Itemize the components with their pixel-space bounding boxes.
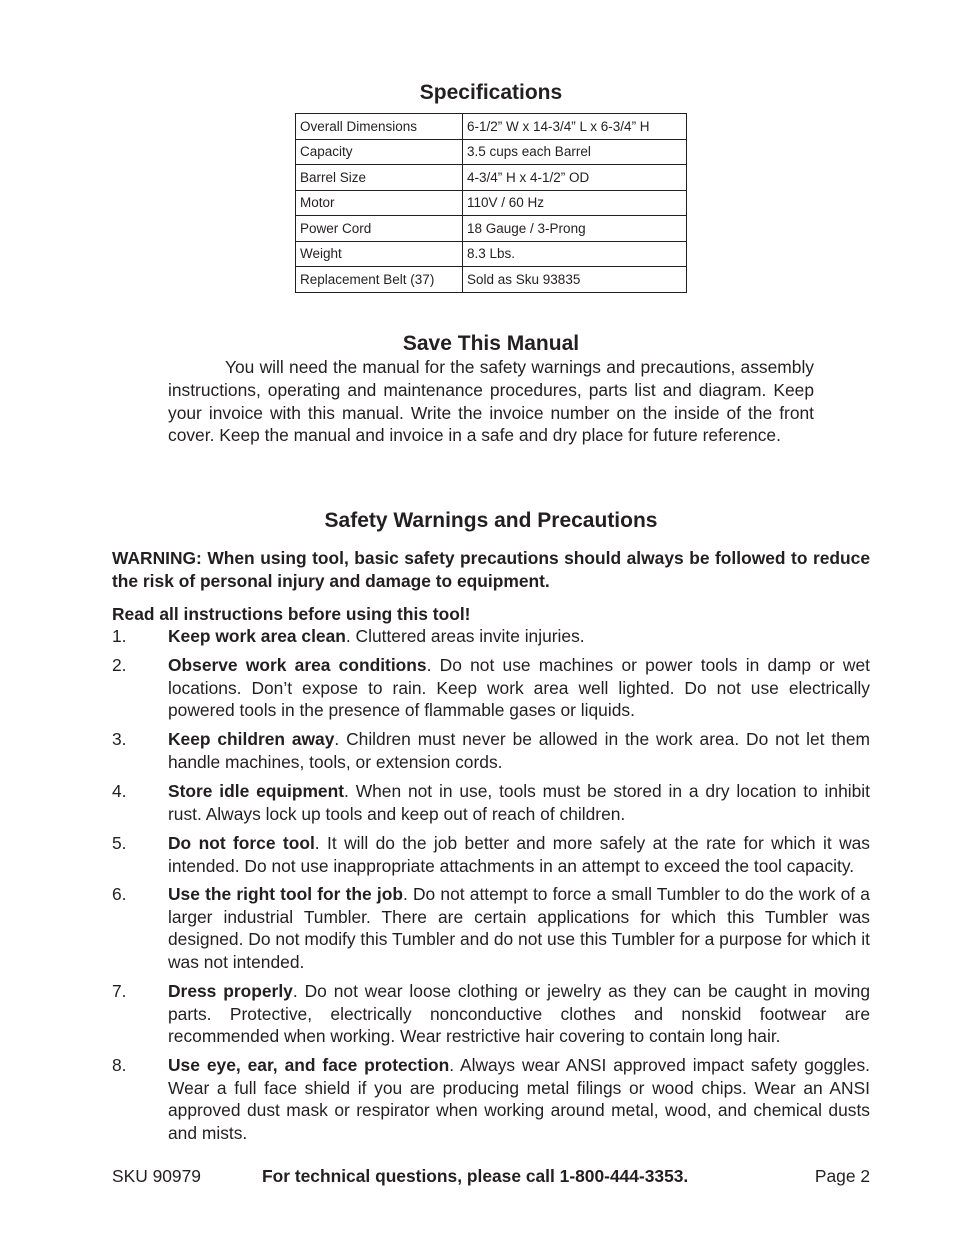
table-row — [296, 267, 687, 293]
item-lead: Do not force tool — [168, 833, 315, 853]
item-number: 6. — [112, 884, 127, 904]
list-item — [112, 728, 870, 773]
spec-label: Motor — [296, 190, 463, 216]
item-number: 3. — [112, 729, 127, 749]
list-item — [112, 625, 870, 648]
item-number: 4. — [112, 781, 127, 801]
spec-value: Sold as Sku 93835 — [463, 267, 687, 293]
list-item — [112, 883, 870, 974]
warning-text: WARNING: When using tool, basic safety precautions should always be followed to reduce the risk of personal injury and damage to equipment. — [112, 548, 870, 591]
item-number: 2. — [112, 655, 127, 675]
item-number: 7. — [112, 981, 127, 1001]
item-lead: Keep work area clean — [168, 626, 346, 646]
list-item — [112, 1054, 870, 1145]
save-manual-title: Save This Manual — [402, 332, 580, 355]
item-lead: Keep children away — [168, 729, 335, 749]
footer-page-number: Page 2 — [814, 1166, 870, 1186]
spec-value: 18 Gauge / 3-Prong — [463, 216, 687, 242]
list-item — [112, 980, 870, 1048]
spec-label: Weight — [296, 241, 463, 267]
page-footer — [112, 1165, 870, 1189]
footer-sku: SKU 90979 — [112, 1166, 201, 1186]
table-row — [296, 139, 687, 165]
spec-value: 8.3 Lbs. — [463, 241, 687, 267]
item-lead: Observe work area conditions — [168, 655, 427, 675]
item-text: . Children must never be allowed in the work area. Do not let them handle machines, tools, or extension cords. — [168, 729, 870, 772]
read-all-instructions: Read all instructions before using this tool! — [112, 604, 471, 624]
item-lead: Use eye, ear, and face protection — [168, 1055, 450, 1075]
footer-tech-support: For technical questions, please call 1-800-444-3353. — [262, 1166, 689, 1186]
spec-value: 6-1/2” W x 14-3/4” L x 6-3/4” H — [463, 114, 687, 140]
item-text: . When not in use, tools must be stored in a dry location to inhibit rust. Always lock up tools and keep out of reach of children. — [168, 781, 870, 824]
specifications-title: Specifications — [419, 81, 563, 104]
list-item — [112, 780, 870, 825]
item-text: . Do not attempt to force a small Tumbler to do the work of a larger industrial Tumbler. There are certain applications for which this Tumbler was designed. Do not modify this Tumbler and do not use this Tumbler for a purpose for which it was not intended. — [168, 884, 870, 973]
table-row — [296, 241, 687, 267]
item-number: 8. — [112, 1055, 127, 1075]
table-row — [296, 114, 687, 140]
list-item — [112, 832, 870, 877]
spec-label: Capacity — [296, 139, 463, 165]
spec-label: Overall Dimensions — [296, 114, 463, 140]
safety-title: Safety Warnings and Precautions — [324, 509, 658, 532]
item-text: . Cluttered areas invite injuries. — [345, 626, 585, 646]
table-row — [296, 165, 687, 191]
spec-value: 3.5 cups each Barrel — [463, 139, 687, 165]
list-item — [112, 654, 870, 722]
item-lead: Dress properly — [168, 981, 293, 1001]
item-text: . Do not wear loose clothing or jewelry as they can be caught in moving parts. Protective, electrically nonconductive clothes and nonskid footwear are recommended when working. Wear restrictive hair covering to contain long hair. — [168, 981, 870, 1047]
save-manual-paragraph: You will need the manual for the safety warnings and precautions, assembly instructions, operating and maintenance procedures, parts list and diagram. Keep your invoice with this manual. Write the invoice number on the inside of the front cover. Keep the manual and invoice in a safe and dry place for future reference. — [168, 357, 814, 446]
item-number: 5. — [112, 833, 127, 853]
item-text: . Do not use machines or power tools in damp or wet locations. Don’t expose to rain. Keep work area well lighted. Do not use electrically powered tools in the presence of flammable gases or liquids. — [168, 655, 870, 721]
spec-value: 110V / 60 Hz — [463, 190, 687, 216]
spec-label: Barrel Size — [296, 165, 463, 191]
spec-label: Replacement Belt (37) — [296, 267, 463, 293]
item-lead: Store idle equipment — [168, 781, 345, 801]
item-lead: Use the right tool for the job — [168, 884, 403, 904]
table-row — [296, 190, 687, 216]
spec-value: 4-3/4” H x 4-1/2” OD — [463, 165, 687, 191]
item-text: . Always wear ANSI approved impact safety goggles. Wear a full face shield if you are producing metal filings or wood chips. Wear an ANSI approved dust mask or respirator when working around metal, wood, and chemical dusts and mists. — [168, 1055, 870, 1144]
item-number: 1. — [112, 626, 127, 646]
item-text: . It will do the job better and more safely at the rate for which it was intended. Do not use inappropriate attachments in an attempt to exceed the tool capacity. — [168, 833, 870, 876]
table-row — [296, 216, 687, 242]
spec-label: Power Cord — [296, 216, 463, 242]
specifications-table — [295, 113, 687, 293]
